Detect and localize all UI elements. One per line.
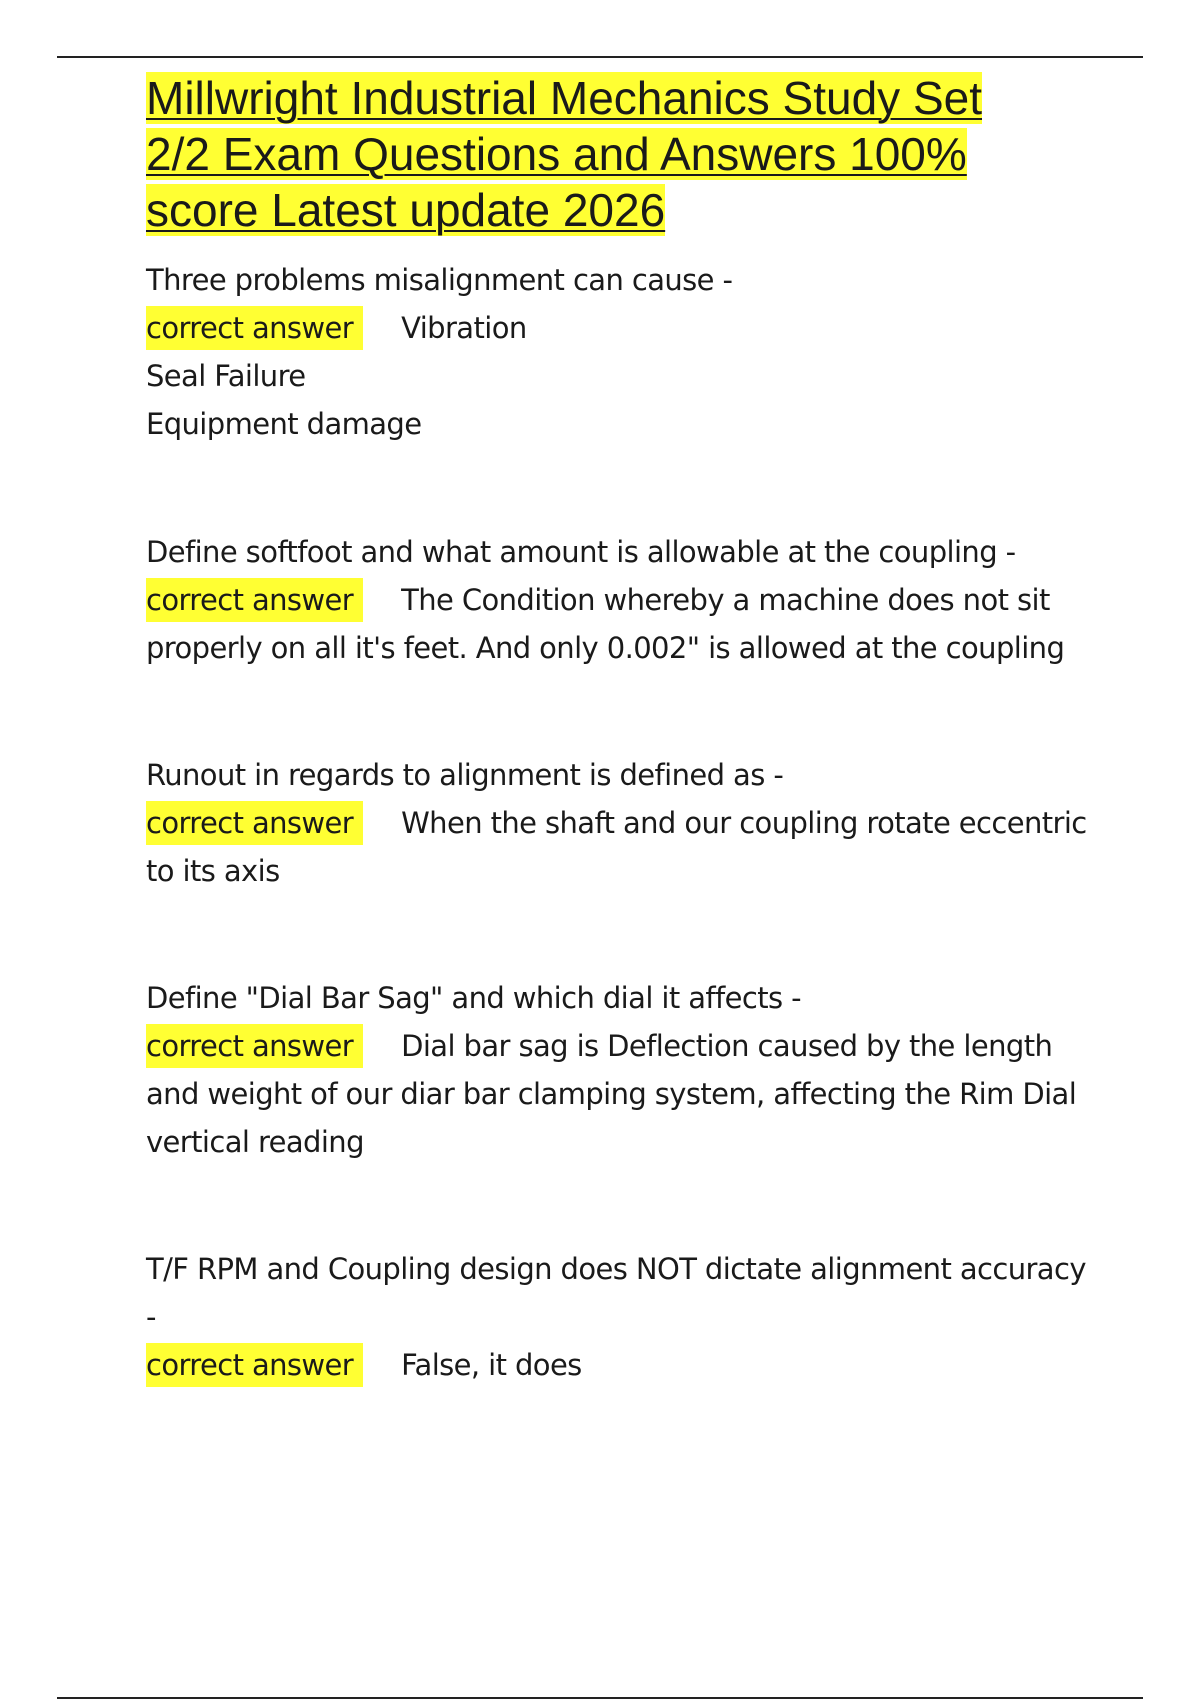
answer-text: Vibration: [401, 311, 527, 345]
title-line-2: 2/2 Exam Questions and Answers 100%: [146, 128, 967, 180]
question-text: Define "Dial Bar Sag" and which dial it affects -: [146, 981, 801, 1015]
answer-continuation: properly on all it's feet. And only 0.002" is allowed at the coupling: [146, 631, 1065, 665]
question-text: Three problems misalignment can cause -: [146, 263, 733, 297]
answer-line: [146, 1022, 1106, 1070]
question-continuation: -: [146, 1300, 156, 1334]
correct-answer-label: correct answer: [146, 801, 363, 845]
document-body: [146, 70, 1106, 1389]
answer-line: [146, 576, 1106, 624]
document-title: [146, 70, 1106, 238]
question-text: Runout in regards to alignment is defined as -: [146, 758, 784, 792]
answer-continuation: to its axis: [146, 854, 280, 888]
qa-item-2: [146, 528, 1106, 672]
title-line-1: Millwright Industrial Mechanics Study Set: [146, 72, 982, 124]
qa-item-5: [146, 1245, 1106, 1389]
title-line-3: score Latest update 2026: [146, 184, 666, 236]
answer-extra-1: Seal Failure: [146, 359, 306, 393]
answer-continuation: and weight of our diar bar clamping system, affecting the Rim Dial: [146, 1077, 1077, 1111]
correct-answer-label: correct answer: [146, 306, 363, 350]
qa-item-1: [146, 256, 1106, 448]
top-rule: [57, 56, 1143, 58]
qa-item-3: [146, 751, 1106, 895]
answer-continuation-2: vertical reading: [146, 1125, 364, 1159]
answer-text: The Condition whereby a machine does not sit: [401, 583, 1050, 617]
correct-answer-label: correct answer: [146, 1024, 363, 1068]
question-text: Define softfoot and what amount is allowable at the coupling -: [146, 535, 1016, 569]
correct-answer-label: correct answer: [146, 578, 363, 622]
qa-item-4: [146, 974, 1106, 1166]
answer-line: [146, 304, 1106, 352]
answer-text: False, it does: [401, 1348, 582, 1382]
question-text: T/F RPM and Coupling design does NOT dictate alignment accuracy: [146, 1252, 1086, 1286]
answer-text: When the shaft and our coupling rotate eccentric: [401, 806, 1087, 840]
answer-extra-2: Equipment damage: [146, 407, 422, 441]
correct-answer-label: correct answer: [146, 1343, 363, 1387]
answer-line: [146, 799, 1106, 847]
answer-line: [146, 1341, 1106, 1389]
answer-text: Dial bar sag is Deflection caused by the length: [401, 1029, 1053, 1063]
bottom-rule: [57, 1697, 1143, 1699]
